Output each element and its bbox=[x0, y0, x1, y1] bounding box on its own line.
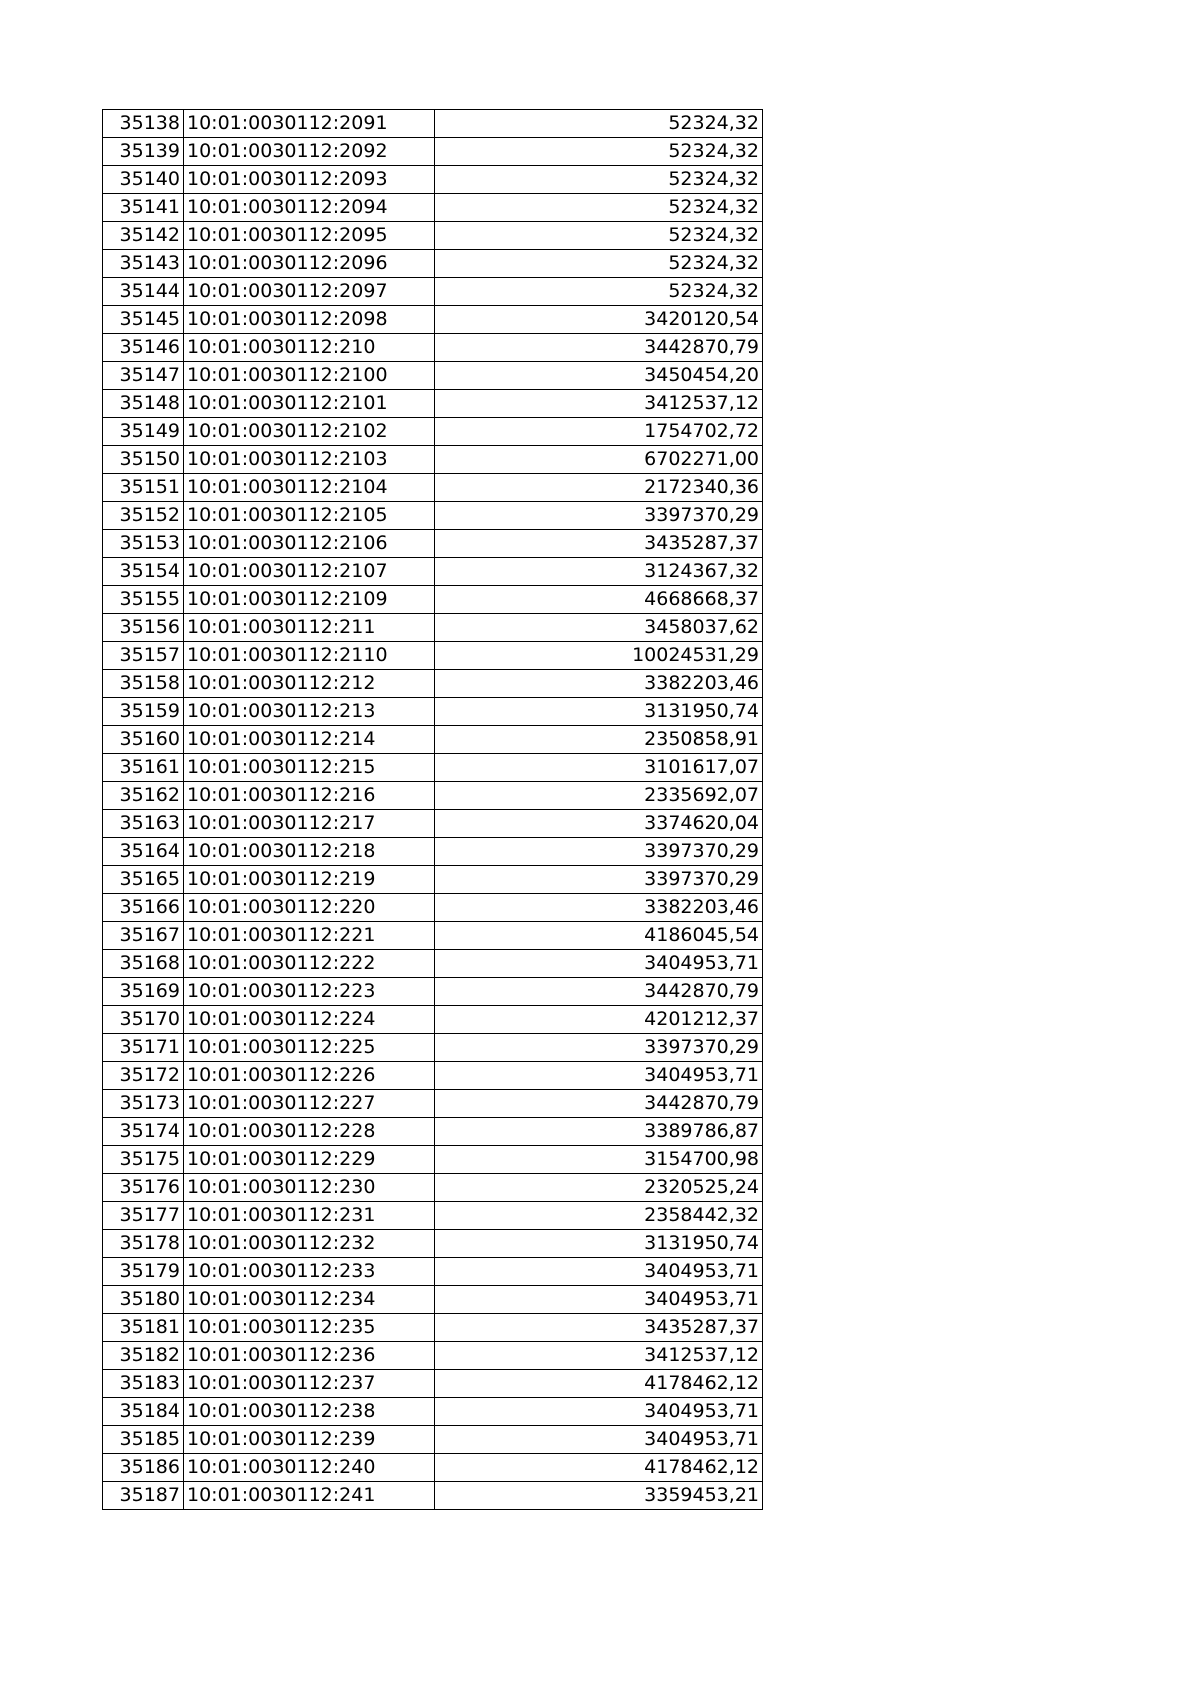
table-row bbox=[103, 1146, 763, 1174]
row-number-cell: 35183 bbox=[103, 1370, 184, 1398]
cadastral-number-cell: 10:01:0030112:2102 bbox=[184, 418, 435, 446]
row-number-cell: 35185 bbox=[103, 1426, 184, 1454]
value-cell: 3131950,74 bbox=[435, 698, 763, 726]
cadastral-number-cell: 10:01:0030112:211 bbox=[184, 614, 435, 642]
row-number-cell: 35172 bbox=[103, 1062, 184, 1090]
row-number-cell: 35176 bbox=[103, 1174, 184, 1202]
table-row bbox=[103, 1426, 763, 1454]
value-cell: 3359453,21 bbox=[435, 1482, 763, 1510]
value-cell: 2350858,91 bbox=[435, 726, 763, 754]
cadastral-number-cell: 10:01:0030112:2098 bbox=[184, 306, 435, 334]
cadastral-number-cell: 10:01:0030112:2109 bbox=[184, 586, 435, 614]
cadastral-number-cell: 10:01:0030112:213 bbox=[184, 698, 435, 726]
value-cell: 52324,32 bbox=[435, 110, 763, 138]
value-cell: 52324,32 bbox=[435, 278, 763, 306]
row-number-cell: 35167 bbox=[103, 922, 184, 950]
table-row bbox=[103, 334, 763, 362]
row-number-cell: 35161 bbox=[103, 754, 184, 782]
row-number-cell: 35169 bbox=[103, 978, 184, 1006]
table-row bbox=[103, 1454, 763, 1482]
value-cell: 3382203,46 bbox=[435, 670, 763, 698]
row-number-cell: 35140 bbox=[103, 166, 184, 194]
value-cell: 52324,32 bbox=[435, 166, 763, 194]
cadastral-number-cell: 10:01:0030112:2101 bbox=[184, 390, 435, 418]
table-row bbox=[103, 1342, 763, 1370]
cadastral-number-cell: 10:01:0030112:215 bbox=[184, 754, 435, 782]
cadastral-value-table bbox=[102, 109, 763, 1510]
row-number-cell: 35149 bbox=[103, 418, 184, 446]
cadastral-number-cell: 10:01:0030112:2094 bbox=[184, 194, 435, 222]
cadastral-number-cell: 10:01:0030112:241 bbox=[184, 1482, 435, 1510]
value-cell: 3374620,04 bbox=[435, 810, 763, 838]
row-number-cell: 35142 bbox=[103, 222, 184, 250]
value-cell: 4201212,37 bbox=[435, 1006, 763, 1034]
row-number-cell: 35153 bbox=[103, 530, 184, 558]
table-row bbox=[103, 194, 763, 222]
cadastral-number-cell: 10:01:0030112:237 bbox=[184, 1370, 435, 1398]
value-cell: 3101617,07 bbox=[435, 754, 763, 782]
cadastral-number-cell: 10:01:0030112:2110 bbox=[184, 642, 435, 670]
row-number-cell: 35141 bbox=[103, 194, 184, 222]
row-number-cell: 35159 bbox=[103, 698, 184, 726]
cadastral-number-cell: 10:01:0030112:222 bbox=[184, 950, 435, 978]
table-row bbox=[103, 362, 763, 390]
row-number-cell: 35160 bbox=[103, 726, 184, 754]
table-row bbox=[103, 558, 763, 586]
value-cell: 2335692,07 bbox=[435, 782, 763, 810]
cadastral-number-cell: 10:01:0030112:228 bbox=[184, 1118, 435, 1146]
value-cell: 3442870,79 bbox=[435, 978, 763, 1006]
value-cell: 1754702,72 bbox=[435, 418, 763, 446]
value-cell: 3458037,62 bbox=[435, 614, 763, 642]
table-row bbox=[103, 474, 763, 502]
value-cell: 2320525,24 bbox=[435, 1174, 763, 1202]
value-cell: 3397370,29 bbox=[435, 838, 763, 866]
cadastral-number-cell: 10:01:0030112:240 bbox=[184, 1454, 435, 1482]
cadastral-number-cell: 10:01:0030112:2105 bbox=[184, 502, 435, 530]
row-number-cell: 35181 bbox=[103, 1314, 184, 1342]
table-row bbox=[103, 1482, 763, 1510]
cadastral-number-cell: 10:01:0030112:231 bbox=[184, 1202, 435, 1230]
row-number-cell: 35144 bbox=[103, 278, 184, 306]
table-row bbox=[103, 978, 763, 1006]
row-number-cell: 35151 bbox=[103, 474, 184, 502]
cadastral-number-cell: 10:01:0030112:220 bbox=[184, 894, 435, 922]
table-row bbox=[103, 110, 763, 138]
table-row bbox=[103, 1174, 763, 1202]
cadastral-number-cell: 10:01:0030112:2106 bbox=[184, 530, 435, 558]
row-number-cell: 35173 bbox=[103, 1090, 184, 1118]
value-cell: 52324,32 bbox=[435, 250, 763, 278]
row-number-cell: 35147 bbox=[103, 362, 184, 390]
row-number-cell: 35186 bbox=[103, 1454, 184, 1482]
row-number-cell: 35168 bbox=[103, 950, 184, 978]
row-number-cell: 35152 bbox=[103, 502, 184, 530]
value-cell: 3154700,98 bbox=[435, 1146, 763, 1174]
value-cell: 3412537,12 bbox=[435, 390, 763, 418]
row-number-cell: 35145 bbox=[103, 306, 184, 334]
cadastral-number-cell: 10:01:0030112:236 bbox=[184, 1342, 435, 1370]
table-body bbox=[103, 110, 763, 1510]
cadastral-number-cell: 10:01:0030112:212 bbox=[184, 670, 435, 698]
table-row bbox=[103, 698, 763, 726]
row-number-cell: 35174 bbox=[103, 1118, 184, 1146]
table-row bbox=[103, 894, 763, 922]
value-cell: 3397370,29 bbox=[435, 1034, 763, 1062]
row-number-cell: 35165 bbox=[103, 866, 184, 894]
row-number-cell: 35175 bbox=[103, 1146, 184, 1174]
value-cell: 3404953,71 bbox=[435, 1258, 763, 1286]
cadastral-number-cell: 10:01:0030112:226 bbox=[184, 1062, 435, 1090]
cadastral-number-cell: 10:01:0030112:221 bbox=[184, 922, 435, 950]
cadastral-number-cell: 10:01:0030112:232 bbox=[184, 1230, 435, 1258]
table-row bbox=[103, 670, 763, 698]
row-number-cell: 35156 bbox=[103, 614, 184, 642]
table-row bbox=[103, 1062, 763, 1090]
row-number-cell: 35148 bbox=[103, 390, 184, 418]
row-number-cell: 35143 bbox=[103, 250, 184, 278]
cadastral-number-cell: 10:01:0030112:227 bbox=[184, 1090, 435, 1118]
row-number-cell: 35158 bbox=[103, 670, 184, 698]
table-row bbox=[103, 1090, 763, 1118]
cadastral-number-cell: 10:01:0030112:210 bbox=[184, 334, 435, 362]
table-row bbox=[103, 1006, 763, 1034]
row-number-cell: 35150 bbox=[103, 446, 184, 474]
table-row bbox=[103, 306, 763, 334]
cadastral-number-cell: 10:01:0030112:218 bbox=[184, 838, 435, 866]
table-row bbox=[103, 782, 763, 810]
value-cell: 3389786,87 bbox=[435, 1118, 763, 1146]
value-cell: 3404953,71 bbox=[435, 1398, 763, 1426]
cadastral-number-cell: 10:01:0030112:216 bbox=[184, 782, 435, 810]
row-number-cell: 35157 bbox=[103, 642, 184, 670]
cadastral-number-cell: 10:01:0030112:238 bbox=[184, 1398, 435, 1426]
row-number-cell: 35184 bbox=[103, 1398, 184, 1426]
row-number-cell: 35178 bbox=[103, 1230, 184, 1258]
value-cell: 52324,32 bbox=[435, 138, 763, 166]
row-number-cell: 35179 bbox=[103, 1258, 184, 1286]
table-row bbox=[103, 222, 763, 250]
row-number-cell: 35177 bbox=[103, 1202, 184, 1230]
value-cell: 4178462,12 bbox=[435, 1370, 763, 1398]
row-number-cell: 35166 bbox=[103, 894, 184, 922]
value-cell: 3435287,37 bbox=[435, 530, 763, 558]
table-row bbox=[103, 866, 763, 894]
row-number-cell: 35163 bbox=[103, 810, 184, 838]
value-cell: 3442870,79 bbox=[435, 1090, 763, 1118]
cadastral-number-cell: 10:01:0030112:2093 bbox=[184, 166, 435, 194]
table-row bbox=[103, 1314, 763, 1342]
table-row bbox=[103, 1398, 763, 1426]
row-number-cell: 35180 bbox=[103, 1286, 184, 1314]
table-row bbox=[103, 1286, 763, 1314]
row-number-cell: 35170 bbox=[103, 1006, 184, 1034]
cadastral-number-cell: 10:01:0030112:230 bbox=[184, 1174, 435, 1202]
cadastral-number-cell: 10:01:0030112:233 bbox=[184, 1258, 435, 1286]
table-row bbox=[103, 250, 763, 278]
value-cell: 3404953,71 bbox=[435, 1426, 763, 1454]
table-row bbox=[103, 614, 763, 642]
cadastral-number-cell: 10:01:0030112:2104 bbox=[184, 474, 435, 502]
row-number-cell: 35171 bbox=[103, 1034, 184, 1062]
row-number-cell: 35187 bbox=[103, 1482, 184, 1510]
cadastral-number-cell: 10:01:0030112:2096 bbox=[184, 250, 435, 278]
cadastral-number-cell: 10:01:0030112:235 bbox=[184, 1314, 435, 1342]
cadastral-number-cell: 10:01:0030112:2092 bbox=[184, 138, 435, 166]
table-row bbox=[103, 586, 763, 614]
value-cell: 3397370,29 bbox=[435, 502, 763, 530]
cadastral-number-cell: 10:01:0030112:2091 bbox=[184, 110, 435, 138]
cadastral-number-cell: 10:01:0030112:217 bbox=[184, 810, 435, 838]
table-row bbox=[103, 726, 763, 754]
cadastral-number-cell: 10:01:0030112:224 bbox=[184, 1006, 435, 1034]
value-cell: 3435287,37 bbox=[435, 1314, 763, 1342]
table-row bbox=[103, 138, 763, 166]
value-cell: 2358442,32 bbox=[435, 1202, 763, 1230]
row-number-cell: 35146 bbox=[103, 334, 184, 362]
value-cell: 3450454,20 bbox=[435, 362, 763, 390]
row-number-cell: 35155 bbox=[103, 586, 184, 614]
row-number-cell: 35139 bbox=[103, 138, 184, 166]
value-cell: 3442870,79 bbox=[435, 334, 763, 362]
cadastral-number-cell: 10:01:0030112:239 bbox=[184, 1426, 435, 1454]
value-cell: 3404953,71 bbox=[435, 1286, 763, 1314]
value-cell: 3404953,71 bbox=[435, 1062, 763, 1090]
row-number-cell: 35154 bbox=[103, 558, 184, 586]
value-cell: 3382203,46 bbox=[435, 894, 763, 922]
value-cell: 52324,32 bbox=[435, 222, 763, 250]
row-number-cell: 35164 bbox=[103, 838, 184, 866]
table-row bbox=[103, 502, 763, 530]
table-row bbox=[103, 922, 763, 950]
value-cell: 4178462,12 bbox=[435, 1454, 763, 1482]
value-cell: 3412537,12 bbox=[435, 1342, 763, 1370]
table-row bbox=[103, 950, 763, 978]
table-row bbox=[103, 642, 763, 670]
cadastral-number-cell: 10:01:0030112:234 bbox=[184, 1286, 435, 1314]
row-number-cell: 35162 bbox=[103, 782, 184, 810]
table-row bbox=[103, 1258, 763, 1286]
row-number-cell: 35182 bbox=[103, 1342, 184, 1370]
value-cell: 10024531,29 bbox=[435, 642, 763, 670]
table-row bbox=[103, 166, 763, 194]
cadastral-number-cell: 10:01:0030112:223 bbox=[184, 978, 435, 1006]
table-row bbox=[103, 754, 763, 782]
cadastral-number-cell: 10:01:0030112:219 bbox=[184, 866, 435, 894]
table-row bbox=[103, 810, 763, 838]
cadastral-number-cell: 10:01:0030112:214 bbox=[184, 726, 435, 754]
value-cell: 3131950,74 bbox=[435, 1230, 763, 1258]
table-row bbox=[103, 838, 763, 866]
table-row bbox=[103, 530, 763, 558]
table-row bbox=[103, 1370, 763, 1398]
value-cell: 4186045,54 bbox=[435, 922, 763, 950]
value-cell: 4668668,37 bbox=[435, 586, 763, 614]
table-row bbox=[103, 1034, 763, 1062]
table-row bbox=[103, 1118, 763, 1146]
value-cell: 3420120,54 bbox=[435, 306, 763, 334]
cadastral-number-cell: 10:01:0030112:2103 bbox=[184, 446, 435, 474]
value-cell: 2172340,36 bbox=[435, 474, 763, 502]
value-cell: 3124367,32 bbox=[435, 558, 763, 586]
table-row bbox=[103, 418, 763, 446]
row-number-cell: 35138 bbox=[103, 110, 184, 138]
table-row bbox=[103, 278, 763, 306]
value-cell: 52324,32 bbox=[435, 194, 763, 222]
cadastral-number-cell: 10:01:0030112:2100 bbox=[184, 362, 435, 390]
table-row bbox=[103, 390, 763, 418]
table-row bbox=[103, 446, 763, 474]
cadastral-number-cell: 10:01:0030112:2107 bbox=[184, 558, 435, 586]
value-cell: 6702271,00 bbox=[435, 446, 763, 474]
cadastral-number-cell: 10:01:0030112:2095 bbox=[184, 222, 435, 250]
cadastral-number-cell: 10:01:0030112:2097 bbox=[184, 278, 435, 306]
cadastral-number-cell: 10:01:0030112:229 bbox=[184, 1146, 435, 1174]
value-cell: 3404953,71 bbox=[435, 950, 763, 978]
table-row bbox=[103, 1230, 763, 1258]
cadastral-number-cell: 10:01:0030112:225 bbox=[184, 1034, 435, 1062]
table-row bbox=[103, 1202, 763, 1230]
value-cell: 3397370,29 bbox=[435, 866, 763, 894]
